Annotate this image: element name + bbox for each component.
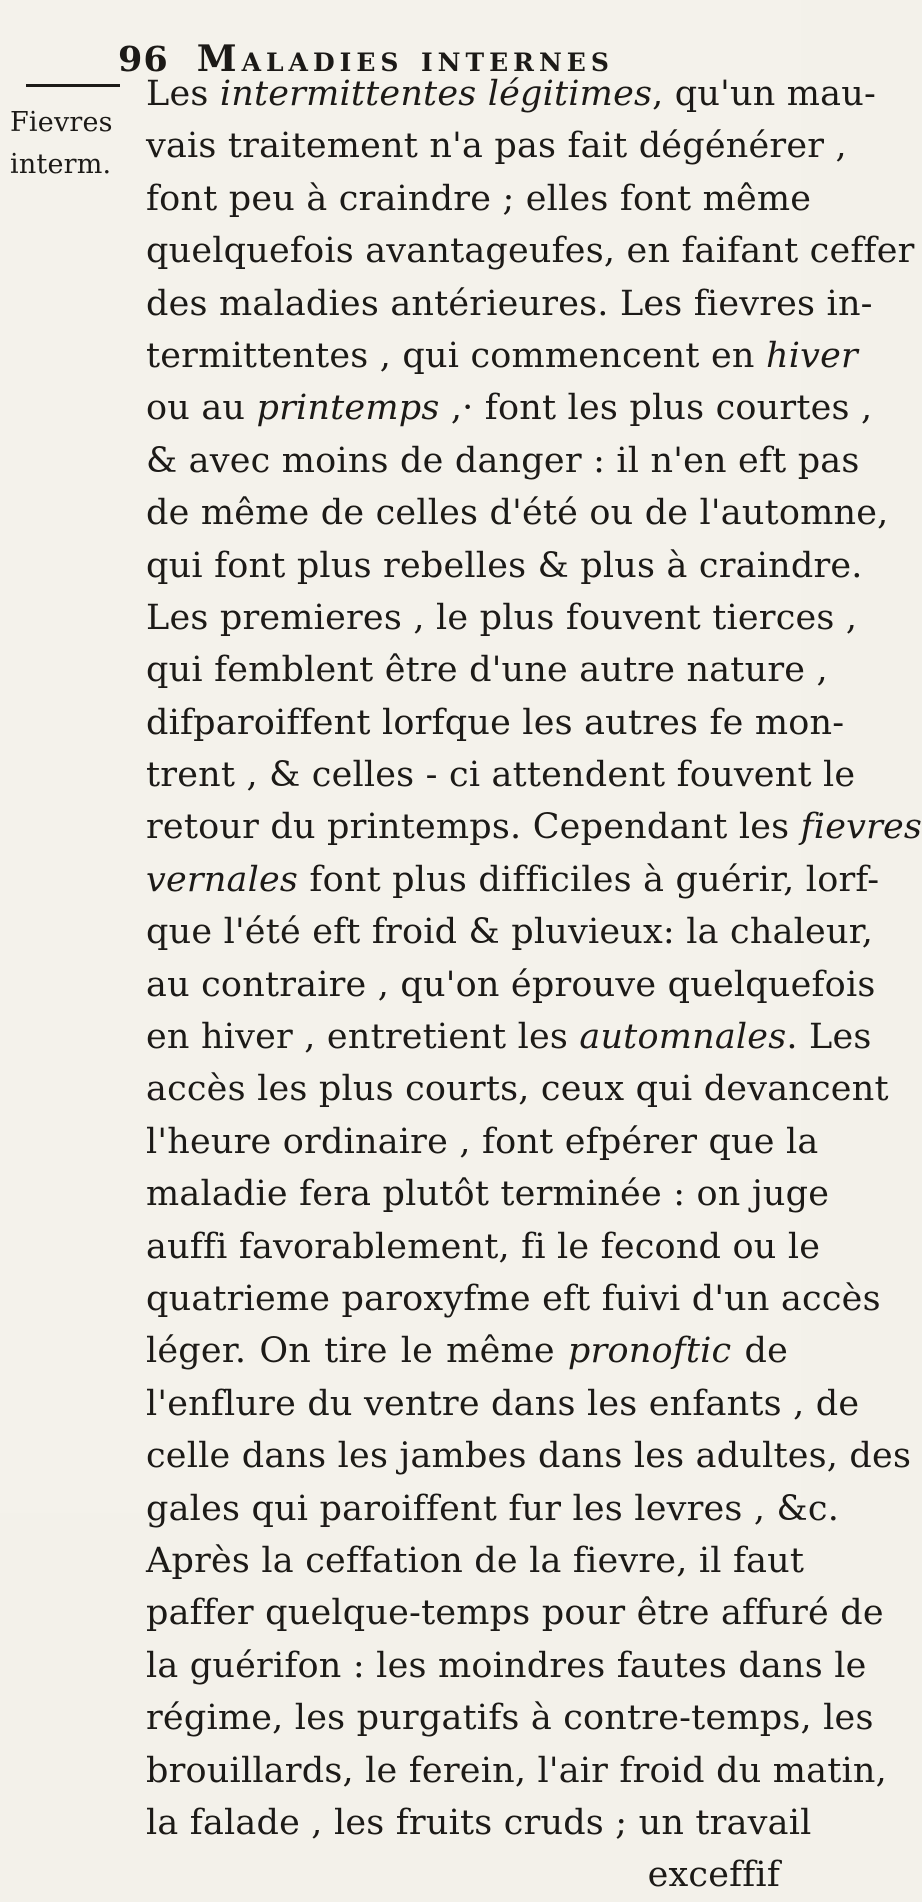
margin-note (10, 102, 120, 186)
text-line (146, 959, 876, 1011)
text-line (146, 1587, 884, 1639)
text-segment: font plus difficiles à guérir, lorf- (298, 859, 880, 900)
text-line (146, 854, 880, 906)
text-segment: Après la ceffation de la fievre, il faut (146, 1540, 805, 1581)
text-line (146, 1063, 889, 1115)
text-line (146, 278, 873, 330)
text-segment: au contraire , qu'on éprouve quelquefois (146, 964, 876, 1005)
text-segment: quatrieme paroxyfme eft fuivi d'un accès (146, 1278, 881, 1319)
text-segment: brouillards, le ferein, l'air froid du matin, (146, 1750, 887, 1791)
text-line (146, 382, 873, 434)
text-line (146, 1378, 860, 1430)
text-segment: , qu'un mau- (652, 74, 877, 114)
text-line (146, 749, 856, 801)
text-line (146, 697, 845, 749)
text-segment: qui font plus rebelles & plus à craindre. (146, 545, 863, 586)
text-segment: qui femblent être d'une autre nature , (146, 650, 828, 691)
italic-text: pronoftic (567, 1331, 732, 1372)
text-segment: Les premieres , le plus fouvent tierces , (146, 597, 858, 638)
text-segment: celle dans les jambes dans les adultes, des (146, 1436, 912, 1477)
italic-text: hiver (766, 335, 858, 376)
text-segment: difparoiffent lorfque les autres fe mon- (146, 702, 845, 743)
margin-note-line: interm. (10, 149, 112, 180)
text-line (146, 1011, 872, 1063)
text-line (146, 1116, 819, 1168)
text-segment: termittentes , qui commencent en (146, 335, 766, 376)
text-segment: ,· font les plus courtes , (439, 388, 873, 429)
text-segment: & avec moins de danger : il n'en eft pas (146, 440, 860, 481)
text-segment: l'heure ordinaire , font efpérer que la (146, 1121, 819, 1162)
text-segment: que l'été eft froid & pluvieux: la chaleur, (146, 912, 874, 953)
italic-text: intermittentes légitimes (219, 74, 653, 114)
text-line (146, 225, 915, 277)
italic-text: automnales (579, 1017, 787, 1058)
text-segment: des maladies antérieures. Les fievres in- (146, 283, 873, 324)
text-segment: vais traitement n'a pas fait dégénérer , (146, 126, 847, 167)
text-line (146, 68, 877, 120)
text-line (146, 173, 812, 225)
text-segment: font peu à craindre ; elles font même (146, 178, 812, 219)
text-line (146, 540, 863, 592)
italic-text: fievres (800, 807, 922, 848)
text-segment: en hiver , entretient les (146, 1017, 580, 1058)
text-segment: gales qui paroiffent fur les levres , &c. (146, 1488, 840, 1529)
text-line (146, 1273, 881, 1325)
text-line (146, 1640, 867, 1692)
text-line (146, 1325, 788, 1377)
text-line (146, 120, 847, 172)
text-line (146, 435, 860, 487)
text-line (146, 1692, 874, 1744)
text-segment: de même de celles d'été ou de l'automne, (146, 493, 889, 534)
text-segment: exceffif (647, 1855, 780, 1896)
text-line (146, 1745, 887, 1797)
text-line (146, 1535, 805, 1587)
text-segment: la guérifon : les moindres fautes dans le (146, 1645, 867, 1686)
page-number: 96 (118, 39, 169, 80)
text-segment: de (731, 1331, 789, 1372)
text-segment: régime, les purgatifs à contre-temps, les (146, 1698, 874, 1739)
text-segment: retour du printemps. Cependant les (146, 807, 801, 848)
text-line (146, 1849, 788, 1901)
italic-text: vernales (146, 859, 299, 900)
text-line (146, 1797, 812, 1849)
text-segment: Les (146, 74, 220, 114)
text-segment: l'enflure du ventre dans les enfants , de (146, 1383, 860, 1424)
italic-text: printemps (256, 388, 440, 429)
text-segment: ou au (146, 388, 257, 429)
text-segment: la falade , les fruits cruds ; un travail (146, 1802, 812, 1843)
text-segment: quelquefois avantageufes, en faifant ceffer (146, 231, 915, 272)
running-title: Maladies internes (196, 38, 614, 80)
text-segment: léger. On tire le même (146, 1331, 568, 1372)
text-line (146, 1483, 840, 1535)
body-text (146, 68, 922, 1902)
text-line (146, 487, 889, 539)
text-segment: maladie fera plutôt terminée : on juge (146, 1174, 830, 1215)
text-line (146, 1221, 821, 1273)
margin-rule (26, 84, 120, 87)
text-line (146, 330, 858, 382)
text-line (146, 801, 922, 853)
text-segment: . Les (786, 1017, 872, 1058)
text-segment: paffer quelque-temps pour être affuré de (146, 1593, 884, 1634)
text-segment: trent , & celles - ci attendent fouvent le (146, 755, 856, 796)
text-segment: auffi favorablement, fi le fecond ou le (146, 1226, 821, 1267)
text-line (146, 1430, 912, 1482)
text-line (146, 644, 828, 696)
text-segment: accès les plus courts, ceux qui devancent (146, 1069, 889, 1110)
text-line (146, 906, 874, 958)
margin-note-line: Fievres (10, 107, 113, 138)
text-line (146, 1168, 830, 1220)
text-line (146, 592, 858, 644)
